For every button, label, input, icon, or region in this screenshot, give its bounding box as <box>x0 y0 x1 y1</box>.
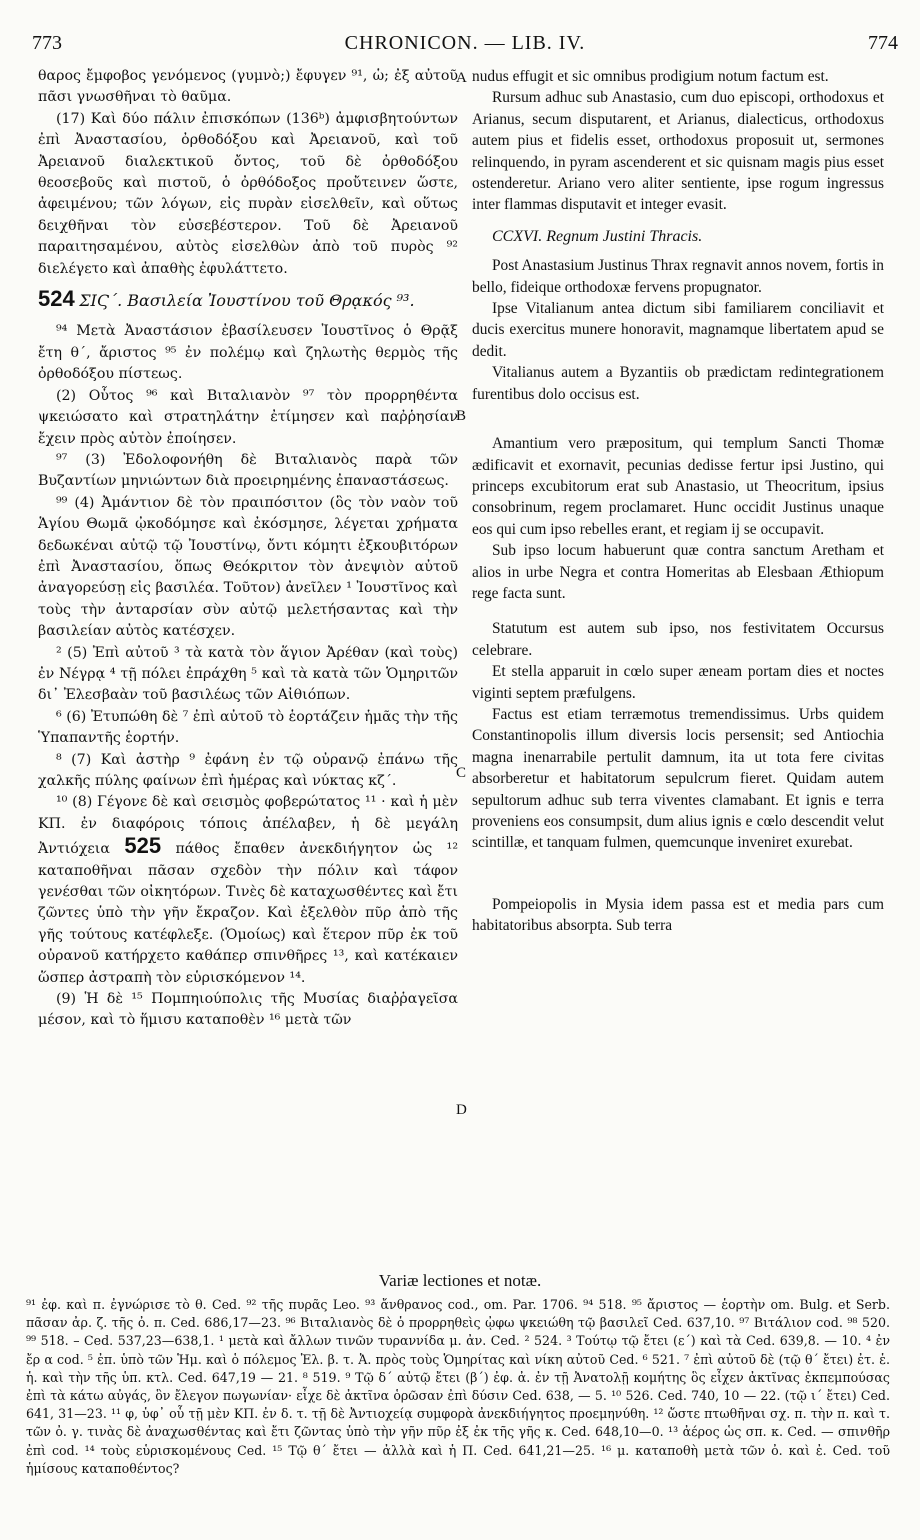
notes-title: Variæ lectiones et notæ. <box>378 1271 542 1290</box>
section-number: 525 <box>124 833 162 859</box>
latin-paragraph: Et stella apparuit in cœlo super æneam portam dies et noctes viginti septem præfulgens. <box>472 663 884 702</box>
latin-paragraph: Statutum est autem sub ipso, nos festivitatem Occursus celebrare. <box>472 620 884 659</box>
margin-letter-d: D <box>456 1102 467 1118</box>
greek-paragraph: ² (5) Ἐπὶ αὐτοῦ ³ τὰ κατὰ τὸν ἅγιον Ἀρέθαν (καὶ τοὺς) ἐν Νέγρᾳ ⁴ τῇ πόλει ἐπράχθη ⁵ καὶ τὰ κατὰ τῶν Ὁμηριτῶν δι᾽ Ἐλεσβαὰν τοῦ βασιλέως τῶν Αἰθιόπων. <box>38 644 458 704</box>
greek-paragraph: ⁹⁴ Μετὰ Ἀναστάσιον ἐβασίλευσεν Ἰουστῖνος ὁ Θρᾷξ ἔτη θ΄, ἄριστος ⁹⁵ ἐν πολέμῳ καὶ ζηλωτὴς θερμὸς τῆς ὀρθοδόξου πίστεως. <box>38 323 458 383</box>
latin-paragraph: Sub ipso locum habuerunt quæ contra sanctum Aretham et alios in urbe Negra et contra Homeritas ab Elesbaan Æthiopum rege facta sunt. <box>472 542 884 602</box>
right-page-number: 774 <box>868 32 898 54</box>
latin-paragraph: nudus effugit et sic omnibus prodigium notum factum est. <box>472 68 829 85</box>
latin-paragraph: Post Anastasium Justinus Thrax regnavit annos novem, fortis in bello, fideique orthodoxæ fervens propugnator. <box>472 257 884 296</box>
latin-paragraph: Rursum adhuc sub Anastasio, cum duo episcopi, orthodoxus et Arianus, secum disputarent, et Arianus, dialecticus, orthodoxus autem pius et fidelis esset, orthodoxus proposuit ut, sermones relinquendo, in pyram ascenderent et sic quisnam magis pius esset ostenderetur. Ariano vero aliter sentiente, ipse rogum ingressus inter flammas disputavit et integer evasit. <box>472 89 884 214</box>
greek-paragraph: ⁸ (7) Καὶ ἀστὴρ ⁹ ἐφάνη ἐν τῷ οὐρανῷ ἐπάνω τῆς χαλκῆς πύλης φαίνων ἐπὶ ἡμέρας καὶ νύκτας κζ΄. <box>38 751 458 789</box>
latin-paragraph: Pompeiopolis in Mysia idem passa est et media pars cum habitatoribus absorpta. Sub terra <box>472 895 884 935</box>
running-header <box>32 32 898 62</box>
greek-paragraph: (17) Καὶ δύο πάλιν ἐπισκόπων (136ᵇ) ἀμφισβητούντων ἐπὶ Ἀναστασίου, ὀρθοδόξου καὶ Ἀρειανοῦ, καὶ τοῦ Ἀρειανοῦ διαλεκτικοῦ ὄντος, τοῦ δὲ ὀρθοδόξου θεοσεβοῦς καὶ πιστοῦ, ὁ ὀρθόδοξος προὔτεινεν ὥστε, ἀφειμένου; τῶν λόγων, εἰς πυρὰν εἰσελθεῖν, καὶ οὕτως δειχθῆναι τὸν εὐσεβέστερον. Τοῦ δὲ Ἀρειανοῦ παραιτησαμένου, αὐτὸς εἰσελθὼν ἀπὸ τοῦ πυρὸς ⁹² διελέγετο καὶ ἀπαθὴς ἐφυλάττετο. <box>38 110 458 277</box>
latin-paragraph: Ipse Vitalianum antea dictum sibi familiarem conciliavit et ducis exercitus munere honoravit, magnamque libertatem apud se dedit. <box>472 300 884 360</box>
footnotes: ⁹¹ ἐφ. καὶ π. ἐγνώρισε τὸ θ. Ced. ⁹² τῆς πυρᾶς Leo. ⁹³ ἄνθρανος cod., om. Par. 1706. ⁹⁴ 518. ⁹⁵ ἄριστος — ἑορτὴν om. Bulg. et Serb. πᾶσαν ἀρ. ζ. τῆς ὀ. π. Ced. 686,17—23. ⁹⁶ Βιταλιανὸς δὲ ὁ προρρηθεὶς ᾠφω ψκειώθη τῷ βασιλεῖ Ced. 637,10. ⁹⁷ Βιτάλιον cod. ⁹⁸ 520. ⁹⁹ 518. – Ced. 537,23—638,1. ¹ μετὰ καὶ ἄλλων τινῶν τυραννίδα μ. ἀν. Ced. ² 524. ³ Τούτῳ τῷ ἔτει (ε΄) καὶ τὰ Ced. 639,8. — 10. ⁴ ἐν ἔρ α cod. ⁵ ἐπ. ὑπὸ τῶν Ἡμ. καὶ ὁ πόλεμος Ἐλ. β. τ. Ἀ. πρὸς τοὺς Ὁμηρίτας καὶ νίκη αὐτοῦ Ced. ⁶ 521. ⁷ ἐπὶ αὐτοῦ δὲ (τῷ θ΄ ἔτει) ἐτ. ἑ. ἡ. καὶ τὴν τῆς ὑπ. κτλ. Ced. 647,19 — 21. ⁸ 519. ⁹ Τῷ δ΄ αὐτῷ ἔτει (β΄) ἐφ. ἀ. ἐν τῇ Ἀνατολῇ κομήτης ὃς εἶχεν ἀκτῖνας ἐκπεμπούσας ἐπὶ τὰ κάτω αὐγάς, ὃν ἔλεγον πωγωνίαν· εἶχε δὲ ἀκτῖνα ὁρῶσαν ἐπὶ δύσιν Ced. 638, — 5. ¹⁰ 526. Ced. 740, 10 — 22. (τῷ ι΄ ἔτει) Ced. 641, 31—23. ¹¹ φ, ὑφ᾽ οὗ τῇ μὲν ΚΠ. ἐν δ. τ. τῇ δὲ Ἀντιοχείᾳ συμφορὰ ἀνεκδιήγητος προεμηνύθη. ¹² ὥστε πτωθῆναι σχ. π. τὴν π. καὶ τ. τῶν ὀ. γ. τινὰς δὲ ἀναχωσθέντας καὶ ἔτι ζῶντας ὑπὸ τὴν γῆν πῦρ ἐξ ἐκ τῆς γῆς κ. Ced. 648,10—0. ¹³ ἀέρος ὡς σπ. κ. Ced. — σπινθῆρ ἐπὶ cod. ¹⁴ τοὺς εὑρισκομένους Ced. ¹⁵ Τῷ θ΄ ἔτει — ἀλλὰ καὶ ἡ Π. Ced. 641,21—25. ¹⁶ μ. καταποθὴ μετὰ τῶν ὀ. καὶ ἐ. Ced. τοῦ ἡμίσους καταποθέντος? <box>26 1297 890 1476</box>
latin-section-title: CCXVI. Regnum Justini Thracis. <box>492 227 703 245</box>
latin-paragraph: Factus est etiam terræmotus tremendissimus. Urbs quidem Constantinopolis illum diversis locis persensit; sed Antiochia magna inenarrabile pertulit damnum, ita ut tota fere civitas absorberetur et habitatorum sepulcrum fieret. Quidam autem sepultorum adhuc sub terra viventes clamabant. Et ignis e terra proveniens eos consumpsit, dum alius ignis e cœlo descendit velut scintillæ, et tanquam fulmen, quemcunque inveniret exurebat. <box>472 705 884 852</box>
greek-paragraph: θαρος ἔμφοβος γενόμενος (γυμνὸ;) ἔφυγεν ⁹¹, ὡ; ἐξ αὐτοῦ πᾶσι γνωσθῆναι τὸ θαῦμα. <box>38 68 458 106</box>
margin-letter-a: A <box>456 70 467 86</box>
greek-paragraph: ⁹⁹ (4) Ἀμάντιον δὲ τὸν πραιπόσιτον (ὃς τὸν ναὸν τοῦ Ἁγίου Θωμᾶ ᾠκοδόμησε καὶ ἐκόσμησε, λέγεται χρήματα δεδωκέναι αὐτῷ τῷ Ἰουστίνῳ, ὄντι κόμητι ἐξκουβιτόρων ἐπὶ Ἀναστασίου, ὅπως Θεόκριτον τὸν ἀνεψιὸν αὐτοῦ ἀναγορεύσῃ εἰς βασιλέα. Τοῦτον) ἀνεῖλεν ¹ Ἰουστῖνος καὶ τοὺς τὴν ἀνταρσίαν σὺν αὐτῷ μελετήσαντας καὶ τὴν βασιλείαν αὐτὸς κατέσχεν. <box>38 494 458 640</box>
margin-letter-b: B <box>456 408 467 424</box>
greek-text: πάθος ἔπαθεν ἀνεκδιήγητον ὡς ¹² καταποθῆναι πᾶσαν σχεδὸν τὴν πόλιν καὶ τάφον γενέσθαι τῶν οἰκητόρων. Τινὲς δὲ καταχωσθέντες καὶ ἔτι ζῶντες ὑπὸ τὴν γῆν ἔκραζον. Καὶ ἐξελθὸν πῦρ ἀπὸ τῆς γῆς τούτους κατέφλεξε. (Ὁμοίως) καὶ ἕτερον πῦρ ἐκ τοῦ οὐρανοῦ κατήρχετο καθάπερ σπινθῆρες ¹³, καὶ κατέκαιεν ὥσπερ ἀστραπὴ τὸν εὑρισκόμενον ¹⁴. <box>38 841 459 986</box>
greek-column <box>38 66 458 1032</box>
section-number: 524 <box>38 286 75 312</box>
latin-column <box>472 66 884 937</box>
greek-paragraph: ⁶ (6) Ἐτυπώθη δὲ ⁷ ἐπὶ αὐτοῦ τὸ ἑορτάζειν ἡμᾶς τὴν τῆς Ὑπαπαντῆς ἑορτήν. <box>38 708 458 747</box>
latin-paragraph: Amantium vero præpositum, qui templum Sancti Thomæ ædificavit et exornavit, pecunias dedisse fertur ipsi Justino, qui princeps excubitorum erat sub Anastasio, ut Theocritum, ipsius consobrinum, regem proclamaret. Hunc occidit Justinus unaque eos qui cum ipso rebelles erant, et regiam ij se occupavit. <box>472 435 884 538</box>
greek-paragraph: (2) Οὗτος ⁹⁶ καὶ Βιταλιανὸν ⁹⁷ τὸν προρρηθέντα ψκειώσατο καὶ στρατηλάτην ἐτίμησεν καὶ παῤῥησίαν ἔχειν πρὸς αὐτὸν ἐποίησεν. <box>38 387 458 447</box>
latin-paragraph: Vitalianus autem a Byzantiis ob prædictam redintegrationem furentibus dolo occisus est. <box>472 364 884 403</box>
greek-section-title: ΣΙϚ΄. Βασιλεία Ἰουστίνου τοῦ Θρᾳκός ⁹³. <box>79 291 415 311</box>
margin-letter-c: C <box>456 765 467 781</box>
left-page-number: 773 <box>32 32 62 54</box>
greek-section-heading <box>38 288 458 313</box>
greek-text: ¹⁰ (8) Γέγονε δὲ καὶ σεισμὸς φοβερώτατος ¹¹ · καὶ ἡ μὲν ΚΠ. ἐν διαφόροις τόποις ἀπέλαβεν, ἡ δὲ μεγάλη Ἀντιόχεια <box>38 794 458 858</box>
greek-paragraph <box>38 792 458 989</box>
running-title: CHRONICON. — LIB. IV. <box>344 32 586 54</box>
greek-paragraph: (9) Ἡ δὲ ¹⁵ Πομπηιούπολις τῆς Μυσίας διαῤῥαγεῖσα μέσον, καὶ τὸ ἥμισυ καταποθὲν ¹⁶ μετὰ τῶν <box>38 991 458 1029</box>
greek-paragraph: ⁹⁷ (3) Ἐδολοφονήθη δὲ Βιταλιανὸς παρὰ τῶν Βυζαντίων μηνιώντων διὰ προειρημένης ἐπαναστάσεως. <box>38 451 458 490</box>
